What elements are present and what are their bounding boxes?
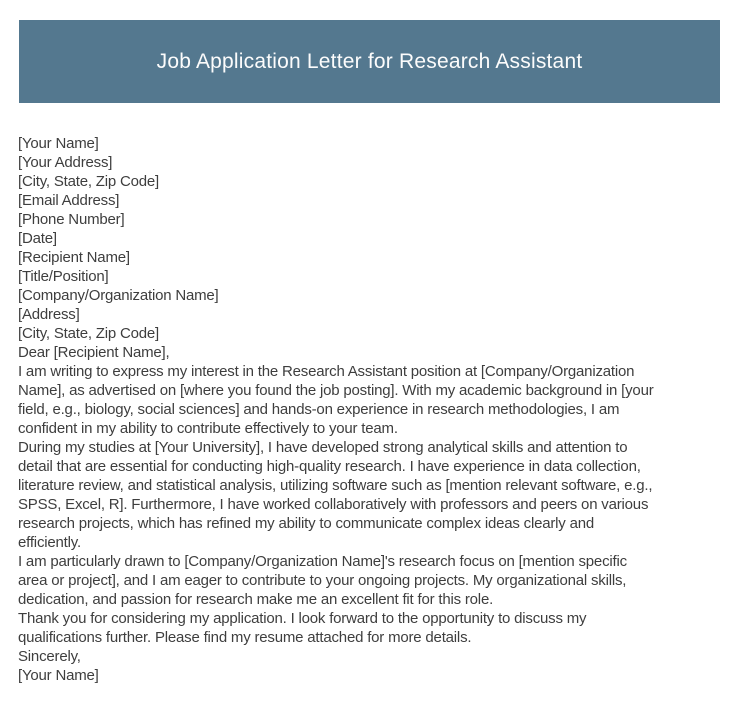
recipient-block-line: [City, State, Zip Code] <box>18 173 160 190</box>
page-title: Job Application Letter for Research Assistant <box>156 49 583 73</box>
paragraph-1-line: field, e.g., biology, social sciences] and hands-on experience in research methodologies, I am <box>18 401 620 418</box>
recipient-block-line: [Your Name] <box>18 135 99 152</box>
paragraph-4-line: Thank you for considering my application. I look forward to the opportunity to discuss my <box>18 610 587 627</box>
paragraph-3-line: area or project], and I am eager to contribute to your ongoing projects. My organizational skills, <box>18 572 627 589</box>
paragraph-1-line: Name], as advertised on [where you found the job posting]. With my academic background in [your <box>18 382 654 399</box>
recipient-block-line: [Company/Organization Name] <box>18 287 219 304</box>
paragraph-2-line: detail that are essential for conducting high-quality research. I have experience in data collection, <box>18 458 641 475</box>
recipient-block-line: [Recipient Name] <box>18 249 130 266</box>
salutation: Dear [Recipient Name], <box>18 344 170 361</box>
signature: [Your Name] <box>18 667 99 684</box>
paragraph-3-line: I am particularly drawn to [Company/Organization Name]'s research focus on [mention specific <box>18 553 627 570</box>
recipient-block-line: [Your Address] <box>18 154 113 171</box>
paragraph-2-line: literature review, and statistical analysis, utilizing software such as [mention relevant software, e.g., <box>18 477 653 494</box>
header-band <box>19 20 720 103</box>
closing: Sincerely, <box>18 648 81 665</box>
paragraph-4-line: qualifications further. Please find my resume attached for more details. <box>18 629 472 646</box>
paragraph-2-line: SPSS, Excel, R]. Furthermore, I have worked collaboratively with professors and peers on various <box>18 496 649 513</box>
paragraph-3-line: dedication, and passion for research make me an excellent fit for this role. <box>18 591 494 608</box>
paragraph-2-line: research projects, which has refined my ability to communicate complex ideas clearly and <box>18 515 594 532</box>
paragraph-1-line: confident in my ability to contribute effectively to your team. <box>18 420 398 437</box>
recipient-block-line: [Email Address] <box>18 192 120 209</box>
paragraph-2-line: During my studies at [Your University], I have developed strong analytical skills and attention to <box>18 439 628 456</box>
recipient-block-line: [City, State, Zip Code] <box>18 325 160 342</box>
paragraph-1-line: I am writing to express my interest in the Research Assistant position at [Company/Organization <box>18 363 635 380</box>
recipient-block-line: [Title/Position] <box>18 268 109 285</box>
paragraph-2-line: efficiently. <box>18 534 81 551</box>
recipient-block-line: [Date] <box>18 230 57 247</box>
recipient-block-line: [Phone Number] <box>18 211 125 228</box>
recipient-block-line: [Address] <box>18 306 80 323</box>
letter-body <box>18 134 724 685</box>
